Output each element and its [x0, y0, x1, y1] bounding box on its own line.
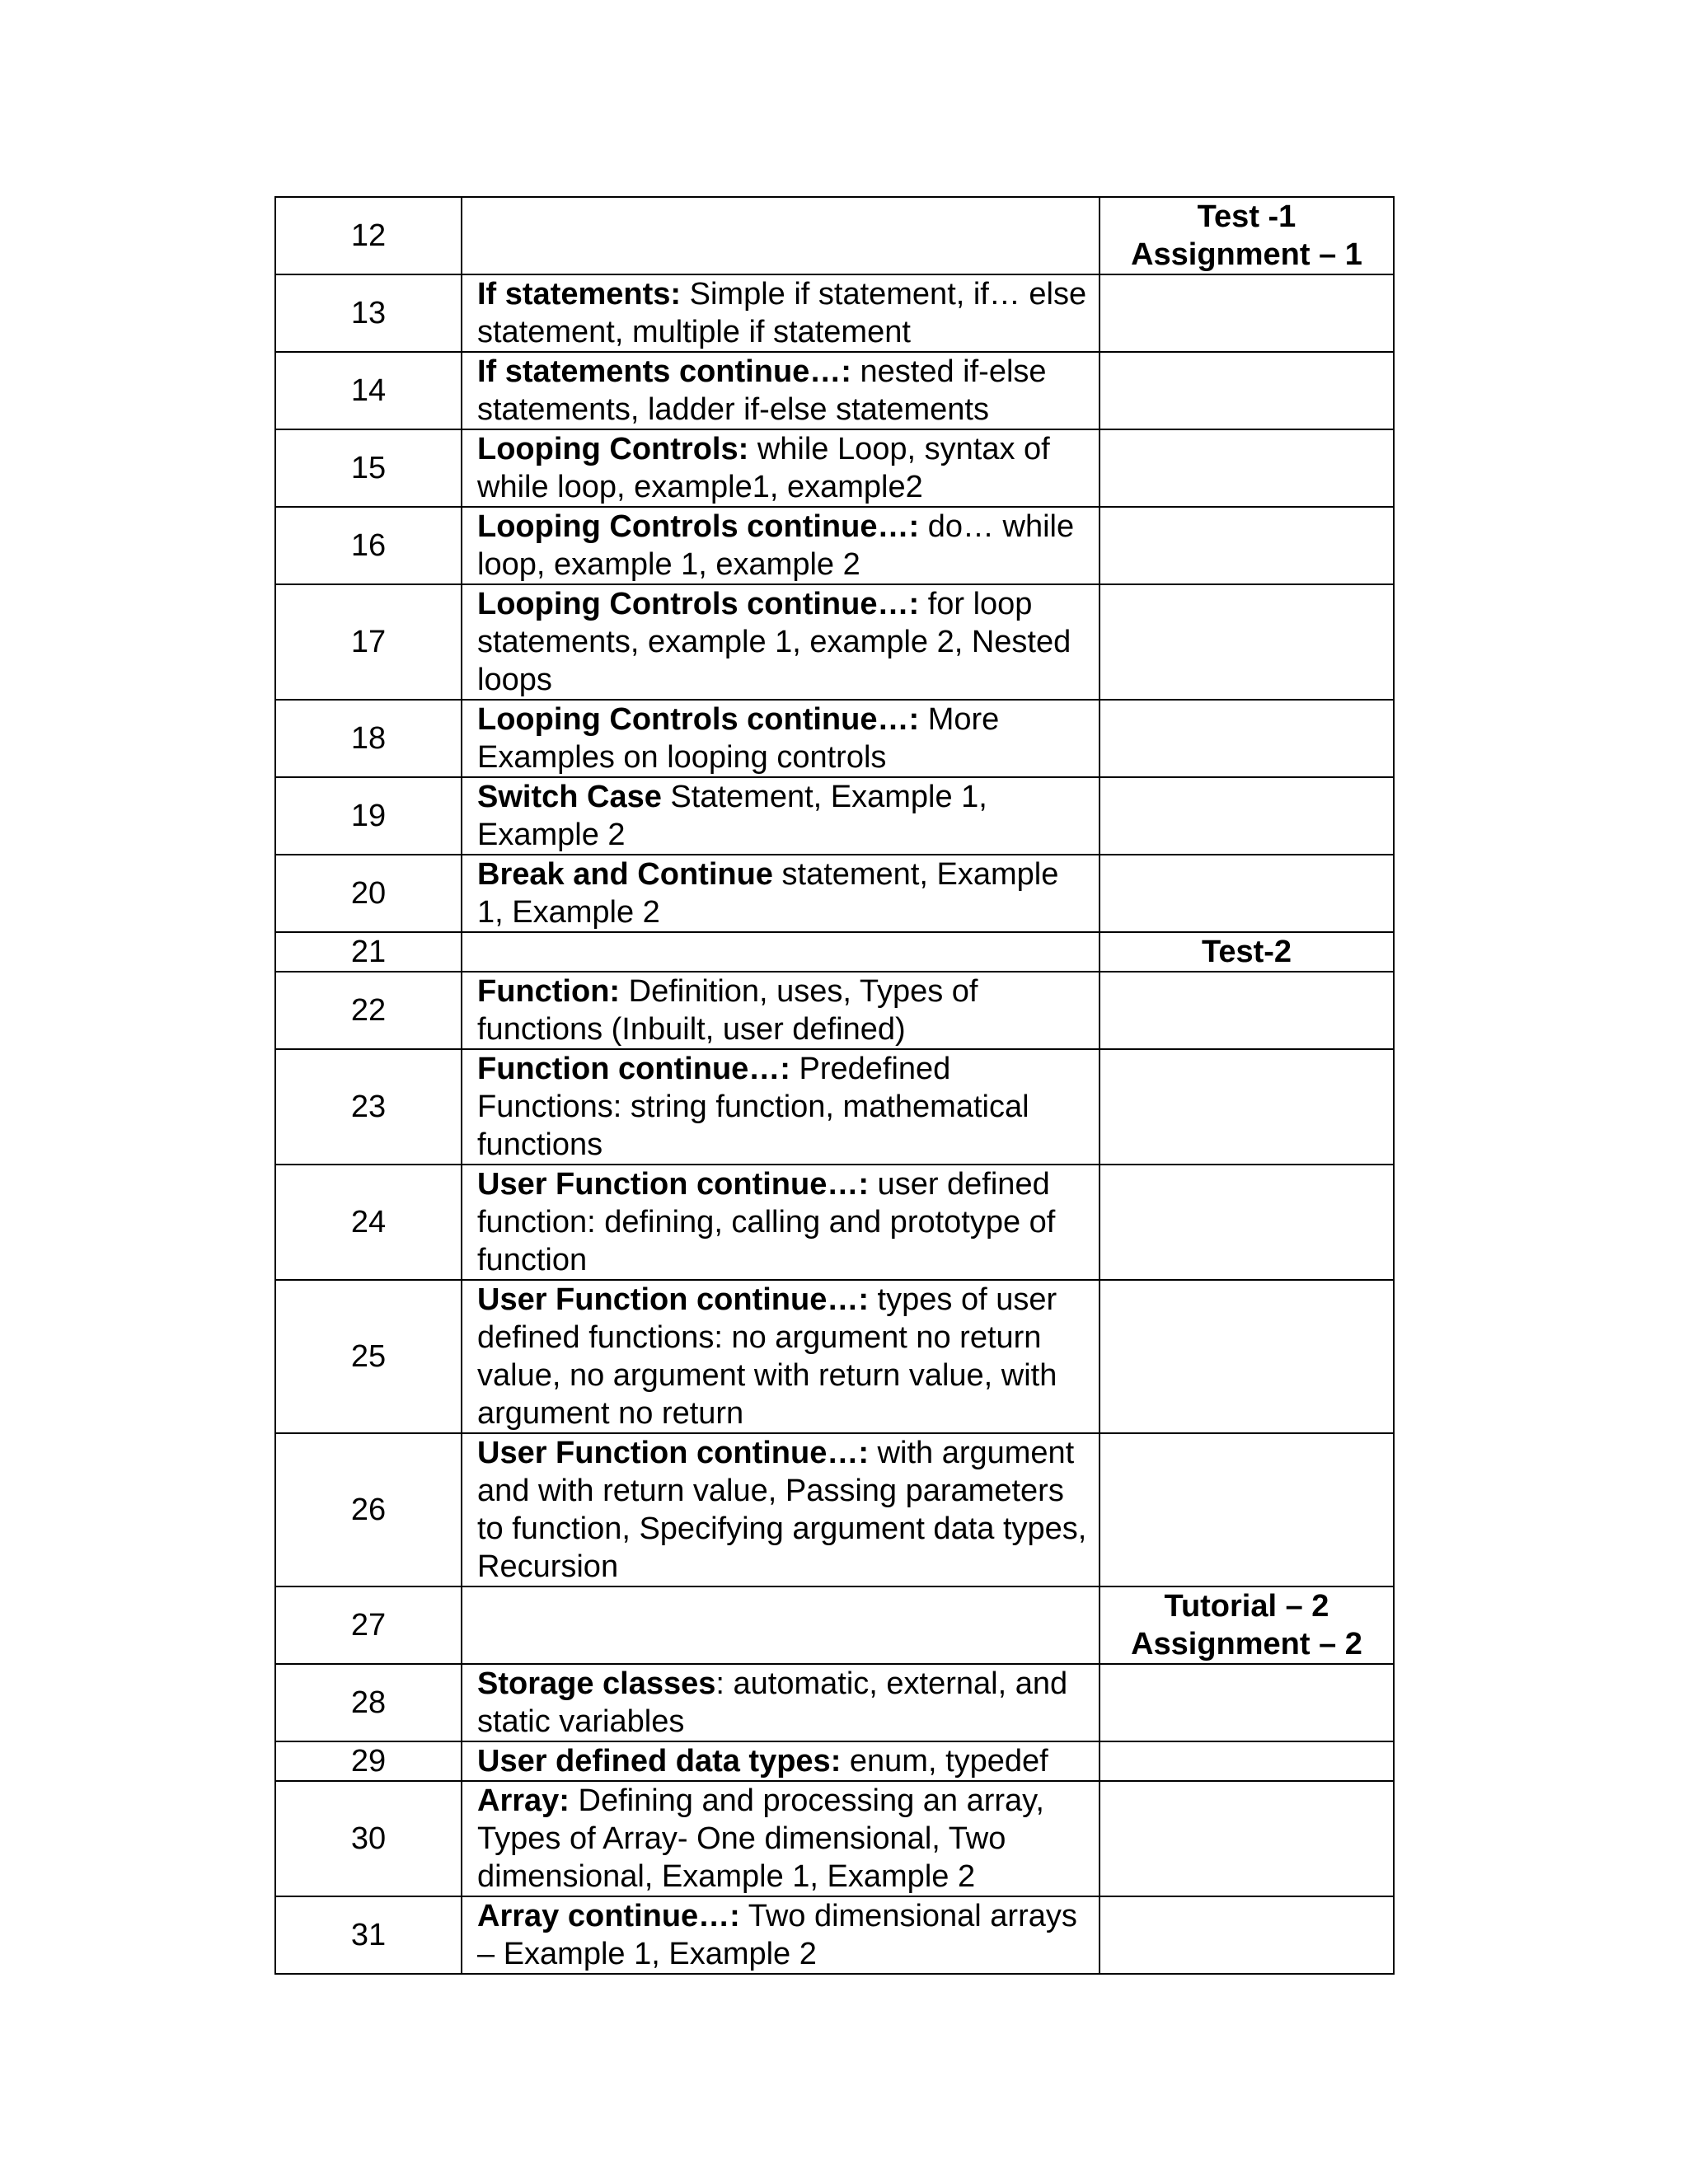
topic-cell	[462, 1165, 1100, 1280]
topic-description: while Loop, syntax of while loop, example1, example2	[477, 432, 1050, 504]
topic-cell	[462, 932, 1100, 972]
topic-cell	[462, 1741, 1100, 1781]
table-row	[275, 429, 1394, 507]
topic-description: for loop statements, example 1, example 2, Nested loops	[477, 587, 1071, 697]
remark-cell	[1100, 1781, 1394, 1896]
topic-cell	[462, 429, 1100, 507]
table-row	[275, 932, 1394, 972]
topic-cell	[462, 700, 1100, 777]
table-row	[275, 1781, 1394, 1896]
topic-description: statement, Example 1, Example 2	[477, 857, 1059, 930]
table-row	[275, 1896, 1394, 1974]
lecture-number-cell: 22	[275, 972, 462, 1049]
topic-description: Statement, Example 1, Example 2	[477, 780, 987, 852]
lecture-schedule-table	[274, 196, 1395, 1975]
remark-text: Tutorial – 2 Assignment – 2	[1131, 1589, 1362, 1661]
lecture-number-cell: 16	[275, 507, 462, 584]
lecture-number-cell: 26	[275, 1433, 462, 1586]
table-row	[275, 197, 1394, 274]
topic-description: nested if-else statements, ladder if-else statements	[477, 354, 1047, 427]
lecture-number-cell: 13	[275, 274, 462, 352]
topic-cell	[462, 1896, 1100, 1974]
remark-cell	[1100, 972, 1394, 1049]
topic-cell	[462, 274, 1100, 352]
topic-heading: User Function continue…:	[477, 1436, 869, 1470]
topic-cell	[462, 1280, 1100, 1433]
lecture-number-cell: 14	[275, 352, 462, 429]
remark-cell	[1100, 700, 1394, 777]
remark-cell	[1100, 274, 1394, 352]
topic-cell	[462, 1781, 1100, 1896]
remark-cell	[1100, 777, 1394, 855]
topic-heading: If statements:	[477, 277, 682, 312]
lecture-number-cell: 27	[275, 1586, 462, 1664]
topic-heading: User Function continue…:	[477, 1282, 869, 1317]
topic-cell	[462, 507, 1100, 584]
topic-cell	[462, 197, 1100, 274]
remark-cell	[1100, 507, 1394, 584]
topic-heading: Storage classes	[477, 1666, 716, 1701]
topic-heading: Looping Controls:	[477, 432, 749, 466]
remark-cell	[1100, 429, 1394, 507]
topic-cell	[462, 1049, 1100, 1165]
table-row	[275, 1165, 1394, 1280]
topic-cell	[462, 352, 1100, 429]
lecture-number-cell: 25	[275, 1280, 462, 1433]
lecture-number-cell: 23	[275, 1049, 462, 1165]
topic-description: Two dimensional arrays – Example 1, Example 2	[477, 1899, 1077, 1971]
topic-description: Predefined Functions: string function, mathematical functions	[477, 1052, 1029, 1162]
topic-description: : automatic, external, and static variables	[477, 1666, 1068, 1739]
remark-cell	[1100, 1664, 1394, 1741]
remark-cell	[1100, 1896, 1394, 1974]
topic-description: do… while loop, example 1, example 2	[477, 509, 1075, 582]
remark-cell	[1100, 1165, 1394, 1280]
topic-description: Simple if statement, if… else statement, multiple if statement	[477, 277, 1087, 349]
topic-description: More Examples on looping controls	[477, 702, 1000, 775]
topic-cell	[462, 1433, 1100, 1586]
lecture-number-cell: 20	[275, 855, 462, 932]
topic-heading: Switch Case	[477, 780, 662, 814]
lecture-number-cell: 24	[275, 1165, 462, 1280]
remark-cell	[1100, 1280, 1394, 1433]
lecture-number-cell: 28	[275, 1664, 462, 1741]
topic-cell	[462, 1586, 1100, 1664]
topic-cell	[462, 972, 1100, 1049]
table-row	[275, 1280, 1394, 1433]
table-row	[275, 274, 1394, 352]
table-row	[275, 855, 1394, 932]
remark-text: Test-2	[1201, 935, 1292, 969]
topic-heading: Looping Controls continue…:	[477, 702, 920, 737]
topic-description: Defining and processing an array, Types of Array- One dimensional, Two dimensional, Example 1, Example 2	[477, 1783, 1044, 1894]
topic-heading: Looping Controls continue…:	[477, 509, 920, 544]
topic-heading: User Function continue…:	[477, 1167, 869, 1202]
table-row	[275, 777, 1394, 855]
topic-cell	[462, 855, 1100, 932]
table-row	[275, 507, 1394, 584]
lecture-number-cell: 12	[275, 197, 462, 274]
table-row	[275, 1741, 1394, 1781]
table-row	[275, 1664, 1394, 1741]
lecture-number-cell: 17	[275, 584, 462, 700]
remark-cell	[1100, 1586, 1394, 1664]
topic-heading: Function continue…:	[477, 1052, 790, 1086]
topic-heading: If statements continue…:	[477, 354, 851, 389]
topic-heading: User defined data types:	[477, 1744, 842, 1779]
table-row	[275, 700, 1394, 777]
remark-cell	[1100, 1433, 1394, 1586]
remark-cell	[1100, 855, 1394, 932]
topic-description: enum, typedef	[841, 1744, 1048, 1779]
remark-cell	[1100, 932, 1394, 972]
schedule-table-body	[275, 197, 1394, 1974]
topic-heading: Function:	[477, 974, 621, 1009]
lecture-number-cell: 31	[275, 1896, 462, 1974]
table-row	[275, 972, 1394, 1049]
remark-text: Test -1 Assignment – 1	[1131, 199, 1362, 272]
table-row	[275, 584, 1394, 700]
topic-heading: Array continue…:	[477, 1899, 740, 1933]
table-row	[275, 352, 1394, 429]
lecture-number-cell: 30	[275, 1781, 462, 1896]
lecture-number-cell: 21	[275, 932, 462, 972]
topic-heading: Array:	[477, 1783, 570, 1818]
topic-cell	[462, 584, 1100, 700]
remark-cell	[1100, 1741, 1394, 1781]
remark-cell	[1100, 1049, 1394, 1165]
table-row	[275, 1586, 1394, 1664]
remark-cell	[1100, 352, 1394, 429]
lecture-number-cell: 18	[275, 700, 462, 777]
topic-heading: Looping Controls continue…:	[477, 587, 920, 621]
topic-cell	[462, 1664, 1100, 1741]
topic-description: Definition, uses, Types of functions (Inbuilt, user defined)	[477, 974, 978, 1047]
topic-cell	[462, 777, 1100, 855]
topic-description: with argument and with return value, Passing parameters to function, Specifying argument data types, Recursion	[477, 1436, 1087, 1584]
topic-heading: Break and Continue	[477, 857, 773, 892]
lecture-number-cell: 29	[275, 1741, 462, 1781]
topic-description: user defined function: defining, calling and prototype of function	[477, 1167, 1056, 1277]
remark-cell	[1100, 197, 1394, 274]
remark-cell	[1100, 584, 1394, 700]
table-row	[275, 1049, 1394, 1165]
topic-description: types of user defined functions: no argument no return value, no argument with return value, with argument no return	[477, 1282, 1057, 1431]
lecture-number-cell: 15	[275, 429, 462, 507]
lecture-number-cell: 19	[275, 777, 462, 855]
table-row	[275, 1433, 1394, 1586]
